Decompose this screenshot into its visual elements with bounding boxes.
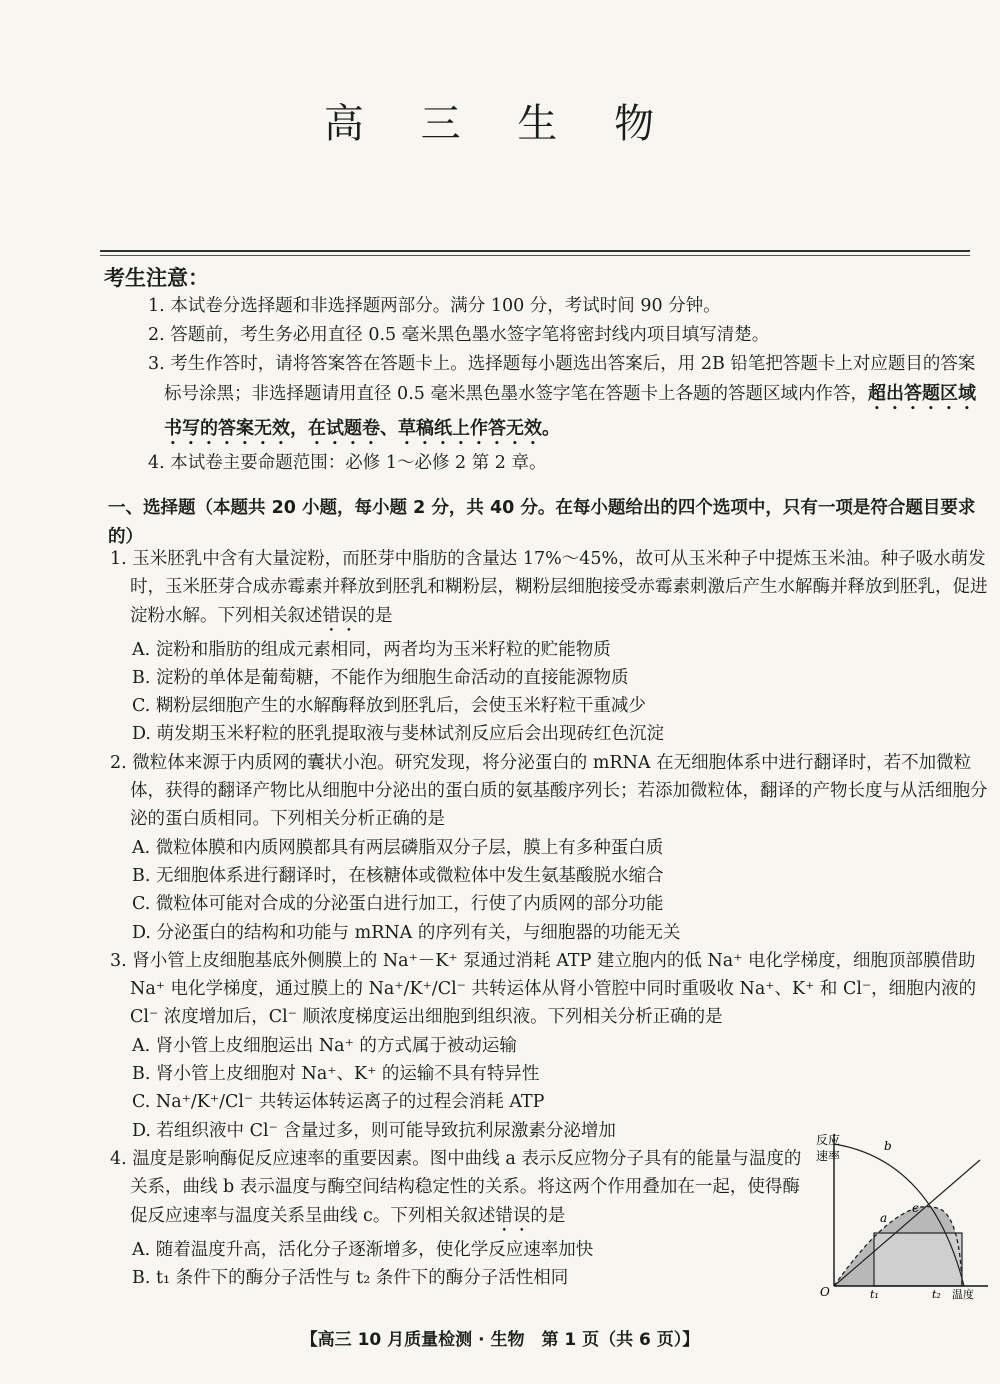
notice-item: 4. 本试卷主要命题范围：必修 1～必修 2 第 2 章。 bbox=[148, 453, 547, 473]
option: A. 肾小管上皮细胞运出 Na⁺ 的方式属于被动运输 bbox=[132, 1035, 517, 1056]
option: C. 微粒体可能对合成的分泌蛋白进行加工，行使了内质网的部分功能 bbox=[132, 894, 664, 915]
tick-t1: t₁ bbox=[870, 1288, 879, 1300]
notice-list bbox=[148, 292, 978, 478]
option: C. 糊粉层细胞产生的水解酶释放到胚乳后，会使玉米籽粒干重减少 bbox=[132, 696, 646, 717]
enzyme-temperature-figure bbox=[812, 1130, 992, 1300]
notice-heading: 考生注意： bbox=[104, 266, 209, 290]
option: A. 淀粉和脂肪的组成元素相同，两者均为玉米籽粒的贮能物质 bbox=[132, 639, 611, 660]
emphasis-word: 错误 bbox=[322, 605, 358, 626]
notice-item bbox=[148, 350, 978, 449]
option: A. 随着温度升高，活化分子逐渐增多，使化学反应速率加快 bbox=[132, 1239, 594, 1260]
option: B. 无细胞体系进行翻译时，在核糖体或微粒体中发生氨基酸脱水缩合 bbox=[132, 865, 664, 886]
question-stem: 2. 微粒体来源于内质网的囊状小泡。研究发现，将分泌蛋白的 mRNA 在无细胞体系中进行翻译时，若不加微粒体，获得的翻译产物比从细胞中分泌出的蛋白质的氨基酸序列长；若添加微粒体，翻译的产物长度与从活细胞分泌的蛋白质相同。下列相关分析正确的是 bbox=[110, 752, 988, 830]
option: A. 微粒体膜和内质网膜都具有两层磷脂双分子层，膜上有多种蛋白质 bbox=[132, 837, 664, 858]
divider bbox=[100, 250, 970, 252]
page-title: 高 三 生 物 bbox=[323, 101, 677, 147]
option: B. 肾小管上皮细胞对 Na⁺、K⁺ 的运输不具有特异性 bbox=[132, 1064, 540, 1085]
question-stem: 3. 肾小管上皮细胞基底外侧膜上的 Na⁺－K⁺ 泵通过消耗 ATP 建立胞内的低 Na⁺ 电化学梯度，细胞顶部膜借助 Na⁺ 电化学梯度，通过膜上的 Na⁺/K⁺/Cl⁻ 共转运体从肾小管腔中同时重吸收 Na⁺、K⁺ 和 Cl⁻，细胞内液的 Cl⁻ 浓度增加后，Cl⁻ 顺浓度梯度运出细胞到组织液。下列相关分析正确的是 bbox=[110, 950, 977, 1028]
option: D. 分泌蛋白的结构和功能与 mRNA 的序列有关，与细胞器的功能无关 bbox=[132, 922, 681, 943]
question-stem: 4. 温度是影响酶促反应速率的重要因素。图中曲线 a 表示反应物分子具有的能量与温度的关系，曲线 b 表示温度与酶空间结构稳定性的关系。将这两个作用叠加在一起，使得酶促反应速率与温度关系呈曲线 c。下列相关叙述错误的是 bbox=[110, 1148, 802, 1226]
figure-svg bbox=[812, 1130, 992, 1300]
option: D. 萌发期玉米籽粒的胚乳提取液与斐林试剂反应后会出现砖红色沉淀 bbox=[132, 724, 665, 745]
option: C. Na⁺/K⁺/Cl⁻ 共转运体转运离子的过程会消耗 ATP bbox=[132, 1092, 545, 1113]
section-heading: 一、选择题（本题共 20 小题，每小题 2 分，共 40 分。在每小题给出的四个选项中，只有一项是符合题目要求的） bbox=[108, 498, 976, 547]
question bbox=[110, 545, 992, 749]
option: D. 若组织液中 Cl⁻ 含量过多，则可能导致抗利尿激素分泌增加 bbox=[132, 1120, 616, 1141]
notice-item-text: 3. 考生作答时，请将答案答在答题卡上。选择题每小题选出答案后，用 2B 铅笔把答题卡上对应题目的答案标号涂黑；非选择题请用直径 0.5 毫米黑色墨水签字笔在答题卡上各题的答题区域内作答， bbox=[148, 354, 976, 404]
option: B. 淀粉的单体是葡萄糖，不能作为细胞生命活动的直接能源物质 bbox=[132, 667, 629, 688]
tick-t2: t₂ bbox=[932, 1288, 941, 1300]
question-stem: 1. 玉米胚乳中含有大量淀粉，而胚芽中脂肪的含量达 17%～45%，故可从玉米种子中提炼玉米油。种子吸水萌发时，玉米胚芽合成赤霉素并释放到胚乳和糊粉层，糊粉层细胞接受赤霉素刺激后产生水解酶并释放到胚乳，促进淀粉水解。下列相关叙述错误的是 bbox=[110, 549, 988, 626]
notice-emphasis: 超出答题区域书写的答案无效，在试题卷、草稿纸上作答无效。 bbox=[164, 383, 976, 439]
y-axis-label: 速率 bbox=[816, 1149, 841, 1163]
origin-label: O bbox=[820, 1285, 830, 1299]
curve-a-label: a bbox=[880, 1211, 888, 1225]
notice-item: 2. 答题前，考生务必用直径 0.5 毫米黑色墨水签字笔将密封线内项目填写清楚。 bbox=[148, 325, 770, 345]
question bbox=[110, 947, 992, 1145]
notice-item: 1. 本试卷分选择题和非选择题两部分。满分 100 分，考试时间 90 分钟。 bbox=[148, 296, 721, 316]
y-axis-label: 反应 bbox=[816, 1133, 841, 1147]
curve-b-label: b bbox=[884, 1139, 892, 1153]
divider bbox=[100, 255, 970, 256]
option: B. t₁ 条件下的酶分子活性与 t₂ 条件下的酶分子活性相同 bbox=[132, 1267, 569, 1288]
emphasis-word: 错误 bbox=[495, 1205, 531, 1226]
question bbox=[110, 749, 992, 947]
x-axis-label: 温度 bbox=[952, 1288, 974, 1300]
page-footer: 【高三 10 月质量检测 · 生物 第 1 页（共 6 页）】 bbox=[300, 1330, 700, 1350]
curve-c-label: c bbox=[912, 1201, 919, 1215]
